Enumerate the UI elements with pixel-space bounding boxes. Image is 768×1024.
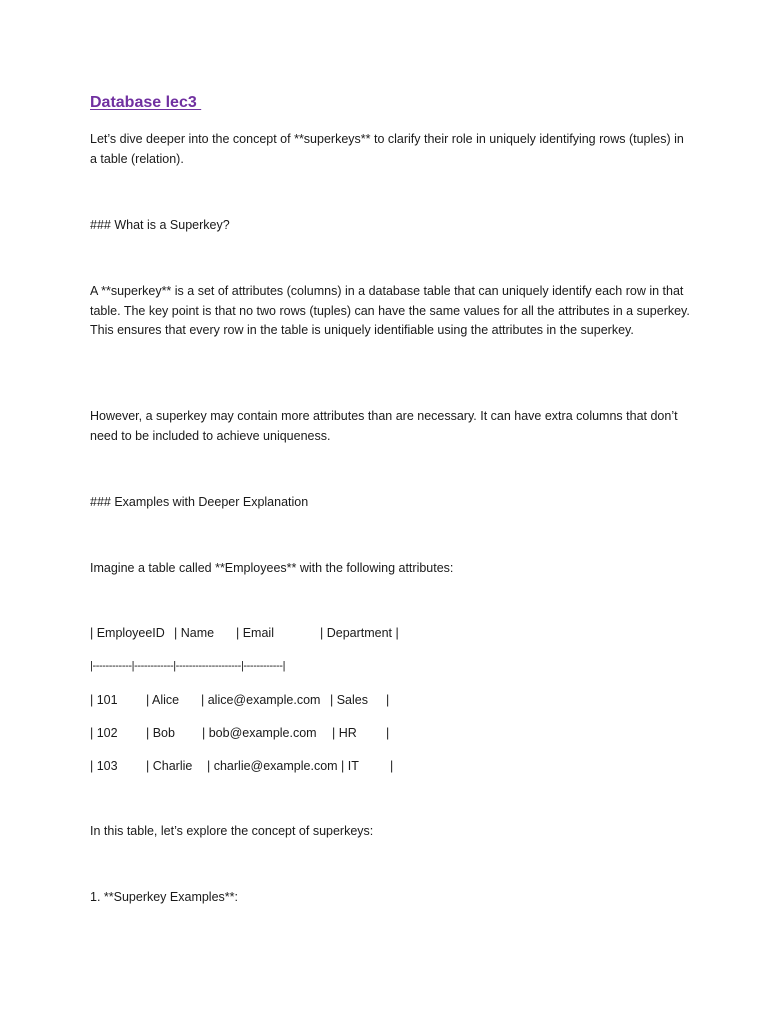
document-title: Database lec3 <box>90 94 202 111</box>
list-item-superkey-examples: 1. **Superkey Examples**: <box>90 890 238 904</box>
heading-examples: ### Examples with Deeper Explanation <box>90 495 309 509</box>
table-cell: | Sales <box>330 693 368 707</box>
table-cell: | 101 <box>90 693 118 707</box>
intro-paragraph: Let’s dive deeper into the concept of **superkeys** to clarify their role in uniquely identifying rows (tuples) in a table (relation). <box>90 132 688 166</box>
table-header-cell: | Name <box>174 626 215 640</box>
table-cell: | IT <box>341 759 359 773</box>
imagine-table-paragraph: Imagine a table called **Employees** with the following attributes: <box>90 561 454 575</box>
heading-what-is-superkey: ### What is a Superkey? <box>90 218 230 232</box>
superkey-definition-paragraph: A **superkey** is a set of attributes (columns) in a database table that can uniquely identify each row in that table. The key point is that no two rows (tuples) can have the same values for all the attributes in a superkey. This ensures that every row in the table is uniquely identifiable using the attributes in the superkey. <box>90 284 694 338</box>
table-cell: | bob@example.com <box>202 726 317 740</box>
table-header-cell: | EmployeeID <box>90 626 165 640</box>
table-header-cell: | Department | <box>320 626 399 640</box>
table-cell: | <box>386 726 390 740</box>
table-cell: | Charlie <box>146 759 193 773</box>
table-cell: | <box>386 693 390 707</box>
table-cell: | 102 <box>90 726 118 740</box>
superkey-extra-paragraph: However, a superkey may contain more attributes than are necessary. It can have extra columns that don’t need to be included to achieve uniqueness. <box>90 409 682 443</box>
table-cell: | Alice <box>146 693 180 707</box>
table-cell: | <box>390 759 394 773</box>
table-cell: | Bob <box>146 726 175 740</box>
table-header-cell: | Email <box>236 626 274 640</box>
table-separator: |------------|------------|--------------------|------------| <box>90 660 286 672</box>
table-cell: | alice@example.com <box>201 693 321 707</box>
explore-paragraph: In this table, let’s explore the concept of superkeys: <box>90 824 374 838</box>
table-cell: | HR <box>332 726 357 740</box>
table-cell: | charlie@example.com <box>207 759 338 773</box>
table-cell: | 103 <box>90 759 118 773</box>
